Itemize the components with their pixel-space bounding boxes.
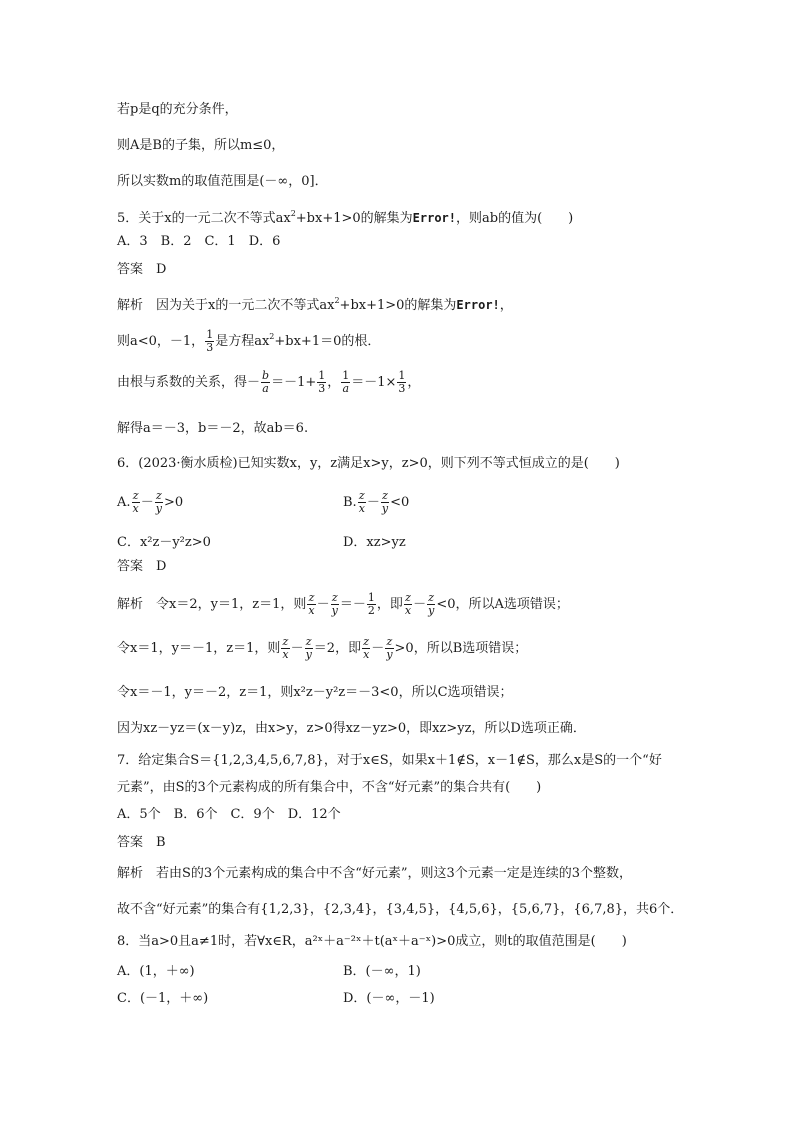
fraction: $\frac{b}{a}$ [262, 369, 270, 395]
option-d: D．xz>yz [343, 535, 406, 550]
question-5-options: A．3 B．2 C．1 D．6 [117, 234, 281, 249]
analysis-line: 令x＝－1，y＝－2，z＝1，则x²z－y²z＝－3<0，所以C选项错误； [117, 685, 513, 700]
fraction: $\frac{1}{a}$ [342, 369, 350, 395]
option-c: C．x²z－y²z>0 [117, 535, 211, 550]
analysis-line: 故不含“好元素”的集合有{1,2,3}，{2,3,4}，{3,4,5}，{4,5,6}，{5,6,7}，{6,7,8}，共6个． [117, 902, 684, 917]
option-a: A. $\frac{z}{x}$ － $\frac{z}{y}$ >0 [117, 489, 184, 515]
question-7-options: A．5个 B．6个 C．9个 D．12个 [117, 807, 341, 822]
text-line: 所以实数m的取值范围是(－∞，0]． [117, 174, 328, 189]
analysis-line: 令x＝1，y＝－1，z＝1，则 $\frac{z}{x}$ － $\frac{z}{y}$ ＝2，即 $\frac{z}{x}$ － $\frac{z}{y}$ >0，所以B选项错误； [117, 635, 528, 661]
fraction: $\frac{1}{3}$ [206, 328, 214, 354]
analysis-line: 因为xz－yz＝(x－y)z，由x>y，z>0得xz－yz>0，即xz>yz，所以D选项正确． [117, 721, 586, 736]
question-6-stem: 6．(2023·衡水质检)已知实数x，y，z满足x>y，z>0，则下列不等式恒成立的是( ) [117, 456, 620, 471]
option-d: D．(－∞，－1) [343, 991, 435, 1006]
question-7-stem: 7．给定集合S＝{1,2,3,4,5,6,7,8}，对于x∈S，如果x＋1∉S，x－1∉S，那么x是S的一个“好 [117, 753, 662, 768]
fraction: $\frac{1}{3}$ [398, 369, 406, 395]
analysis-line: 解析 因为关于x的一元二次不等式$ax^2+bx+1>0$的解集为Error!， [117, 296, 513, 313]
text-line: 则A是B的子集，所以m≤0， [117, 138, 285, 153]
option-b: B. $\frac{z}{x}$ － $\frac{z}{y}$ <0 [343, 489, 410, 515]
text-line: 若p是q的充分条件， [117, 102, 238, 117]
question-5-stem: 5．关于x的一元二次不等式$ax^2+bx+1>0$的解集为Error!，则ab的值为( ) [117, 209, 574, 226]
analysis-line: 解得a＝－3，b＝－2，故ab＝6. [117, 421, 309, 436]
analysis-line: 则a<0，－1， $\frac{1}{3}$ 是方程$ax^2+bx+1=0$的根． [117, 328, 381, 354]
option-b: B．(－∞，1) [343, 964, 421, 979]
option-c: C．(－1，＋∞) [117, 991, 209, 1006]
fraction: $\frac{1}{3}$ [318, 369, 326, 395]
answer-line: 答案 D [117, 559, 167, 574]
analysis-line: 解析 若由S的3个元素构成的集合中不含“好元素”，则这3个元素一定是连续的3个整数， [117, 866, 633, 881]
question-8-stem: 8．当a>0且a≠1时，若∀x∈R，a²ˣ＋a⁻²ˣ＋t(aˣ＋a⁻ˣ)>0成立，则t的取值范围是( ) [117, 934, 627, 949]
question-7-stem: 元素”，由S的3个元素构成的所有集合中，不含“好元素”的集合共有( ) [117, 780, 542, 795]
answer-line: 答案 D [117, 262, 167, 277]
analysis-line: 解析 令x＝2，y＝1，z＝1，则 $\frac{z}{x}$ － $\frac{z}{y}$ ＝－ $\frac{1}{2}$ ，即 $\frac{z}{x}$ － $\frac{z}{y}$ <0，所以A选项错误； [117, 591, 569, 617]
answer-line: 答案 B [117, 835, 166, 850]
analysis-line: 由根与系数的关系，得－ $\frac{b}{a}$ ＝－1+ $\frac{1}{3}$ ， $\frac{1}{a}$ ＝－1× $\frac{1}{3}$ ， [117, 369, 421, 395]
option-a: A．(1，＋∞) [117, 964, 195, 979]
